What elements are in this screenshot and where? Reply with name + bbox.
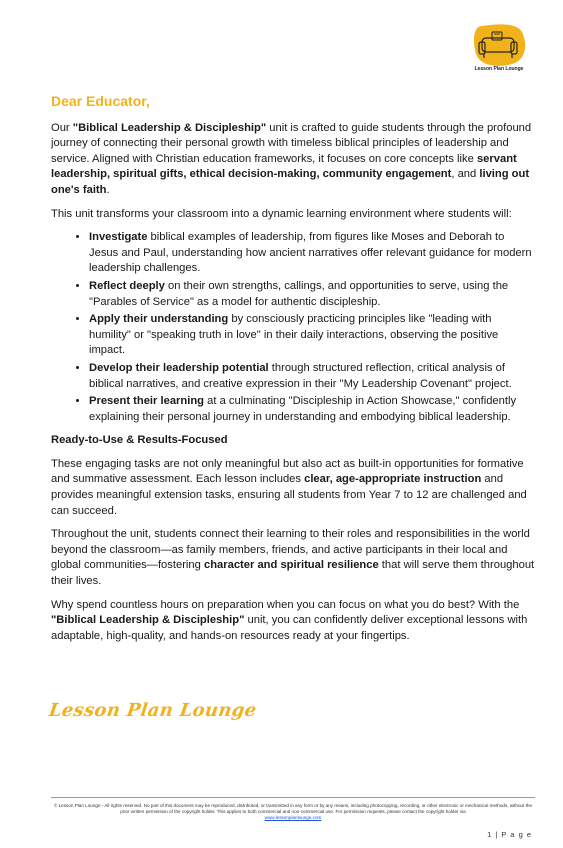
footer-copyright: © Lesson Plan Lounge - All rights reserved. No part of this document may be reproduced, distributed, or transmitted in any form or by any means, including photocopying, recording, or other electronic or mechanical methods, without the prior written permission of the copyright holder. This applies to both commercial and non-commercial use. For permission requests, please contact the copyright holder via www.lessonplanlounge.com [53, 803, 533, 820]
section-heading: Ready-to-Use & Results-Focused [51, 434, 228, 447]
brand-logo [468, 20, 530, 72]
couch-logo-icon [468, 20, 530, 70]
footer-divider [51, 797, 535, 798]
outcomes-list [51, 230, 535, 425]
letter-body [51, 94, 535, 652]
signature: Lesson Plan Lounge [47, 700, 258, 721]
list-item: • Apply their understanding by consciously practicing principles like "leading with humility" or "speaking truth in love" in their daily interactions, observing the positive impact. [89, 312, 535, 359]
intro-paragraph: Our "Biblical Leadership & Discipleship" unit is crafted to guide students through the profound journey of connecting their personal growth with timeless biblical principles of leadership and service. Aligned with Christian education frameworks, it focuses on core concepts like servant leadership, spiritual gifts, ethical decision-making, community engagement, and living out one's faith. [51, 121, 532, 196]
transform-paragraph: This unit transforms your classroom into a dynamic learning environment where students will: [51, 207, 512, 220]
list-item: • Develop their leadership potential through structured reflection, critical analysis of biblical narratives, and creative expression in their "My Leadership Covenant" project. [89, 361, 535, 392]
throughout-paragraph: Throughout the unit, students connect their learning to their roles and responsibilities in the world beyond the classroom—as family members, friends, and active participants in their local and global communities—fostering character and spiritual resilience that will serve them throughout their lives. [51, 528, 535, 588]
website-link[interactable]: www.lessonplanlounge.com [264, 815, 322, 820]
unit-title: "Biblical Leadership & Discipleship" [72, 121, 267, 134]
greeting: Dear Educator, [51, 93, 150, 109]
list-item: • Investigate biblical examples of leadership, from figures like Moses and Deborah to Jesus and Paul, understanding how ancient narratives offer relevant guidance for modern leadership challenges. [89, 230, 535, 277]
page-number: 1 | P a g e [487, 830, 532, 839]
closing-paragraph: Why spend countless hours on preparation when you can focus on what you do best? With the "Biblical Leadership & Discipleship" unit, you can confidently deliver exceptional lessons with adaptable, high-quality, and hands-on resources ready at your fingertips. [51, 598, 528, 642]
list-item: • Present their learning at a culminating "Discipleship in Action Showcase," confidently explaining their personal journey in understanding and embodying biblical leadership. [89, 394, 535, 425]
assessment-paragraph: These engaging tasks are not only meaningful but also act as built-in opportunities for formative and summative assessment. Each lesson includes clear, age-appropriate instruction and provides meaningful extension tasks, ensuring all students from Year 7 to 12 are challenged and can succeed. [51, 457, 527, 517]
list-item: • Reflect deeply on their own strengths, callings, and opportunities to serve, using the "Parables of Service" as a model for authentic discipleship. [89, 279, 535, 310]
logo-text: Lesson Plan Lounge [474, 66, 524, 72]
